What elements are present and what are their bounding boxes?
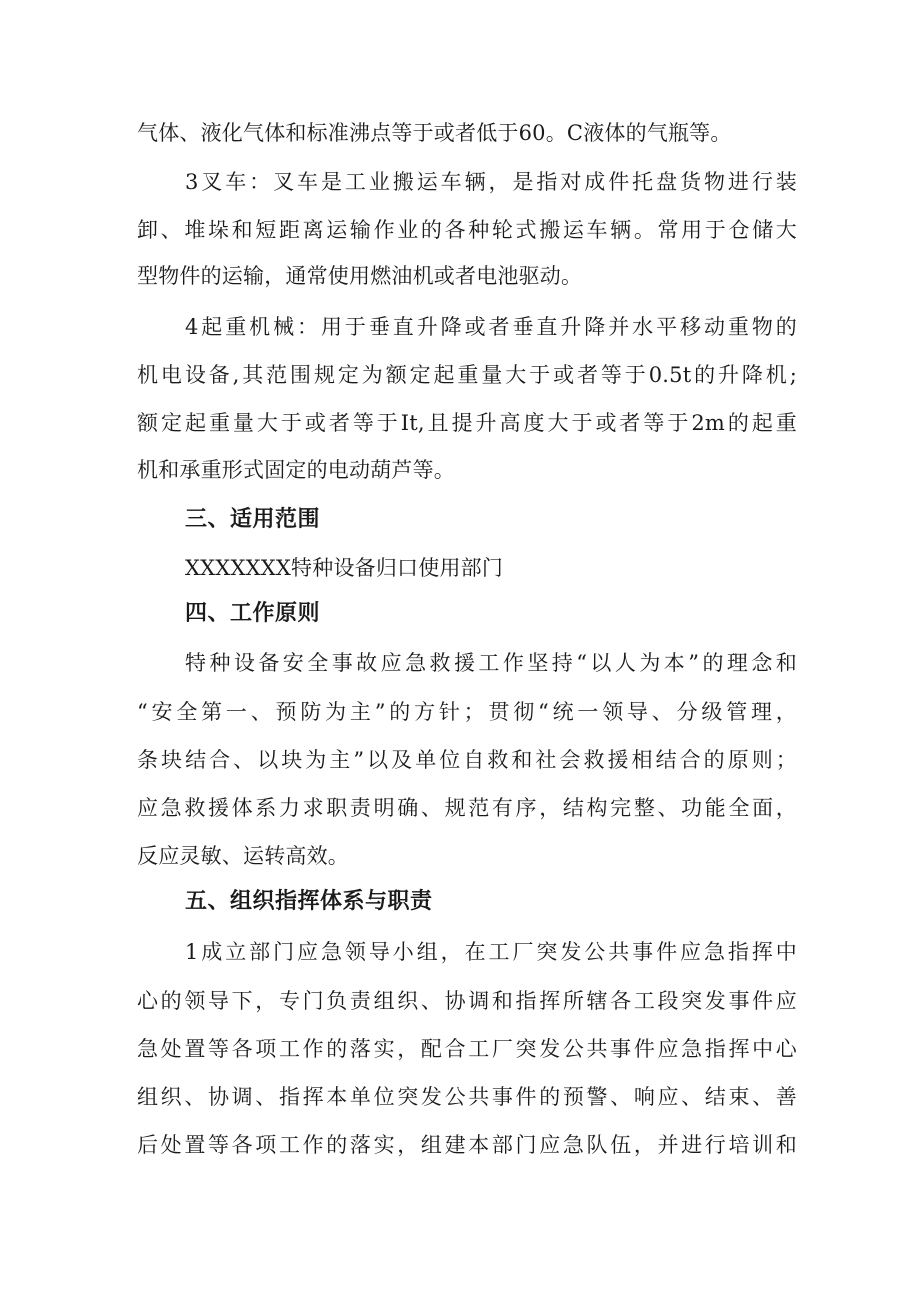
paragraph-line: 4起重机械：用于垂直升降或者垂直升降并水平移动重物的 — [185, 315, 797, 339]
section-heading: 四、工作原则 — [185, 601, 321, 626]
paragraph-line: 急处置等各项工作的落实，配合工厂突发公共事件应急指挥中心 — [137, 1037, 797, 1061]
paragraph-line: 型物件的运输，通常使用燃油机或者电池驱动。 — [137, 264, 583, 288]
paragraph-line: 心的领导下，专门负责组织、协调和指挥所辖各工段突发事件应 — [137, 989, 797, 1013]
paragraph-line: 条块结合、以块为主”以及单位自救和社会救援相结合的原则； — [137, 748, 797, 772]
paragraph-line: 1成立部门应急领导小组，在工厂突发公共事件应急指挥中 — [185, 940, 797, 964]
paragraph-line: 3叉车：叉车是工业搬运车辆，是指对成件托盘货物进行装 — [185, 170, 797, 194]
paragraph-line: 气体、液化气体和标准沸点等于或者低于60。C液体的气瓶等。 — [137, 121, 732, 145]
paragraph-line: “安全第一、预防为主”的方针；贯彻“统一领导、分级管理， — [137, 700, 797, 724]
paragraph-line: 特种设备安全事故应急救援工作坚持“以人为本”的理念和 — [185, 651, 797, 675]
paragraph-line: 卸、堆垛和短距离运输作业的各种轮式搬运车辆。常用于仓储大 — [137, 218, 797, 242]
paragraph-line: 后处置等各项工作的落实，组建本部门应急队伍，并进行培训和 — [137, 1133, 797, 1157]
paragraph-line: 额定起重量大于或者等于It,且提升高度大于或者等于2m的起重 — [137, 411, 797, 435]
paragraph-line: XXXXXXX特种设备归口使用部门 — [185, 556, 504, 580]
paragraph-line: 机和承重形式固定的电动葫芦等。 — [137, 458, 455, 482]
paragraph-line: 机电设备,其范围规定为额定起重量大于或者等于0.5t的升降机; — [137, 363, 797, 387]
paragraph-line: 反应灵敏、运转高效。 — [137, 844, 349, 868]
paragraph-line: 组织、协调、指挥本单位突发公共事件的预警、响应、结束、善 — [137, 1085, 797, 1109]
section-heading: 五、组织指挥体系与职责 — [185, 889, 433, 914]
section-heading: 三、适用范围 — [185, 507, 321, 532]
paragraph-line: 应急救援体系力求职责明确、规范有序，结构完整、功能全面， — [137, 796, 797, 820]
